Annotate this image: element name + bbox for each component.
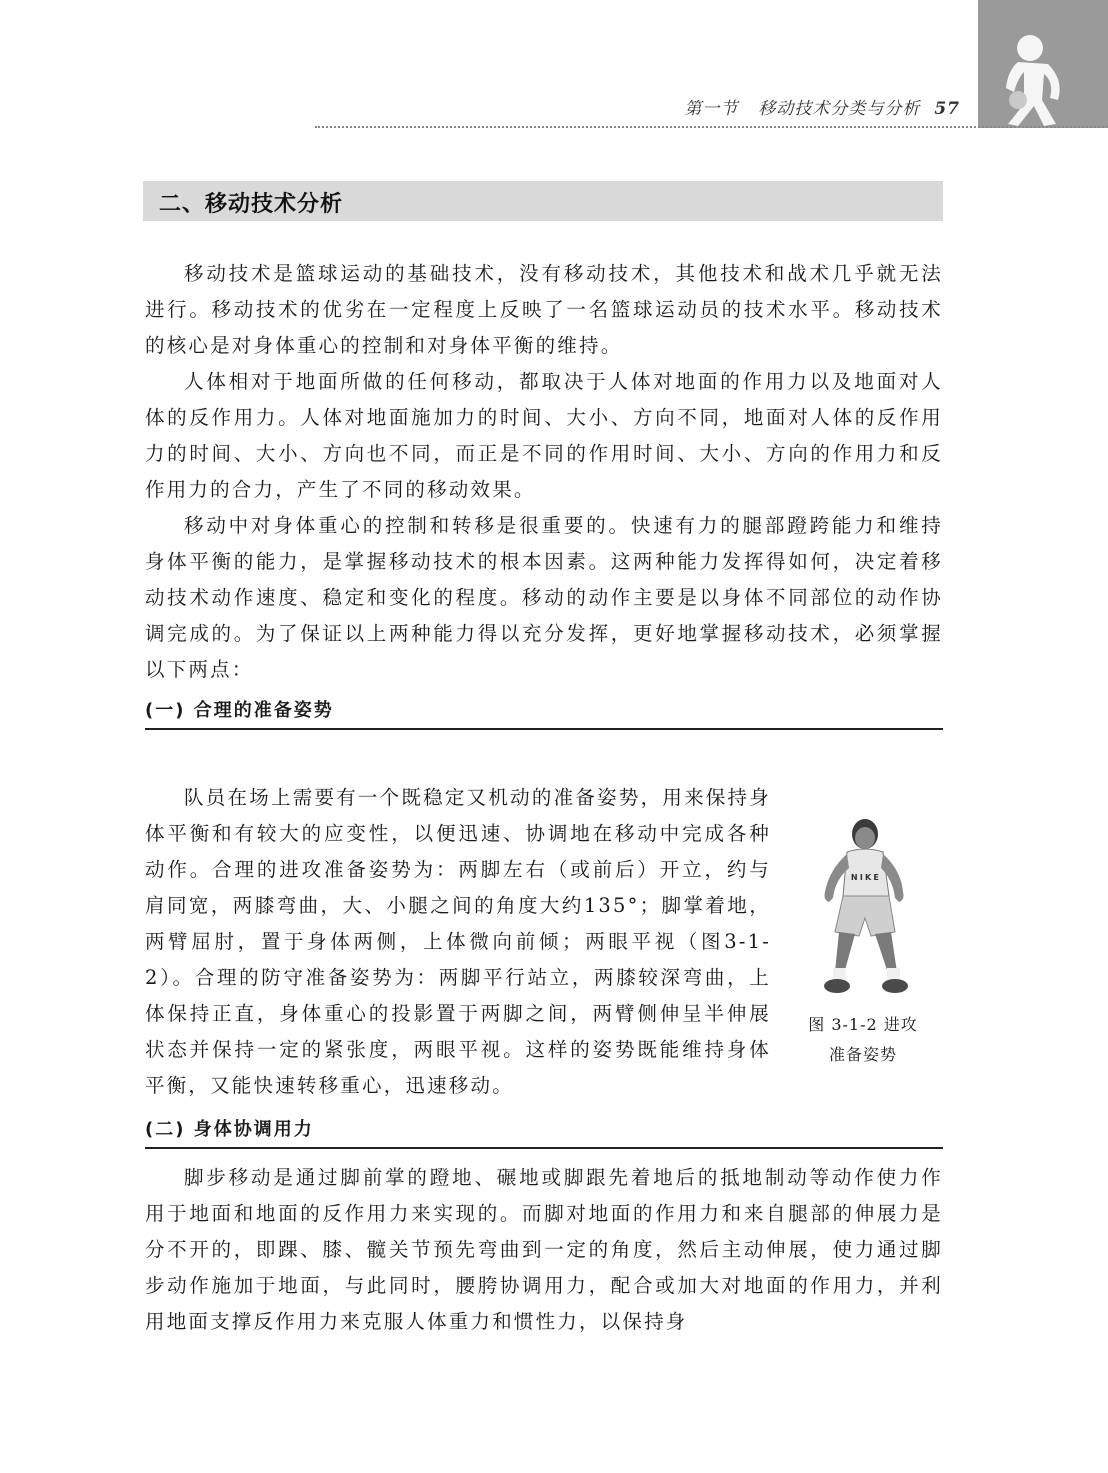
header-dotted-rule xyxy=(315,126,1108,128)
section-title-bar xyxy=(143,181,943,221)
section-title: 二、移动技术分析 xyxy=(159,192,344,217)
corner-thumb-tab xyxy=(978,0,1108,128)
figure-caption-line-2: 准备姿势 xyxy=(828,1045,897,1064)
body-paragraph-2: 人体相对于地面所做的任何移动，都取决于人体对地面的作用力以及地面对人体的反作用力。人体对地面施加力的时间、大小、方向不同，地面对人体的反作用力的时间、大小、方向也不同，而正是不同的作用时间、大小、方向的作用力和反作用力的合力，产生了不同的移动效果。 xyxy=(145,370,943,501)
figure-caption-line-1: 图 3-1-2 进攻 xyxy=(808,1015,918,1034)
running-header xyxy=(600,94,960,119)
page-number: 57 xyxy=(934,99,960,119)
subsection-1-paragraph xyxy=(145,780,943,1104)
body-paragraph-3: 移动中对身体重心的控制和转移是很重要的。快速有力的腿部蹬跨能力和维持身体平衡的能力，是掌握移动技术的根本因素。这两种能力发挥得如何，决定着移动技术动作速度、稳定和变化的程度。移动的动作主要是以身体不同部位的动作协调完成的。为了保证以上两种能力得以充分发挥，更好地掌握移动技术，必须掌握以下两点： xyxy=(145,514,943,681)
subsection-heading-1: (一) 合理的准备姿势 xyxy=(145,696,943,730)
subsection-heading-2: (二) 身体协调用力 xyxy=(145,1115,943,1149)
player-ready-stance-photo xyxy=(803,814,923,1004)
basketball-player-silhouette-icon xyxy=(978,0,1108,128)
header-section-label: 第一节 xyxy=(684,99,739,119)
subsection-1-text: 队员在场上需要有一个既稳定又机动的准备姿势，用来保持身体平衡和有较大的应变性，以便迅速、协调地在移动中完成各种动作。合理的进攻准备姿势为：两脚左右（或前后）开立，约与肩同宽，两膝弯曲，大、小腿之间的角度大约135°；脚掌着地，两臂屈肘，置于身体两侧，上体微向前倾；两眼平视（图3-1-2）。合理的防守准备姿势为：两脚平行站立，两膝较深弯曲，上体保持正直，身体重心的投影置于两脚之间，两臂侧伸呈半伸展状态并保持一定的紧张度，两眼平视。这样的姿势既能维持身体平衡，又能快速转移重心，迅速移动。 xyxy=(145,786,771,1097)
jersey-text: NIKE xyxy=(850,873,882,882)
subsection-2-paragraph: 脚步移动是通过脚前掌的蹬地、碾地或脚跟先着地后的抵地制动等动作使力作用于地面和地面的反作用力来实现的。而脚对地面的作用力和来自腿部的伸展力是分不开的，即踝、膝、髋关节预先弯曲到一定的角度，然后主动伸展，使力通过脚步动作施加于地面，与此同时，腰胯协调用力，配合或加大对地面的作用力，并利用地面支撑反作用力来克服人体重力和惯性力，以保持身 xyxy=(145,1166,943,1333)
body-paragraph-1: 移动技术是篮球运动的基础技术，没有移动技术，其他技术和战术几乎就无法进行。移动技术的优劣在一定程度上反映了一名篮球运动员的技术水平。移动技术的核心是对身体重心的控制和对身体平衡的维持。 xyxy=(145,262,943,357)
figure-3-1-2 xyxy=(783,814,943,1082)
header-chapter-title: 移动技术分类与分析 xyxy=(758,99,921,119)
